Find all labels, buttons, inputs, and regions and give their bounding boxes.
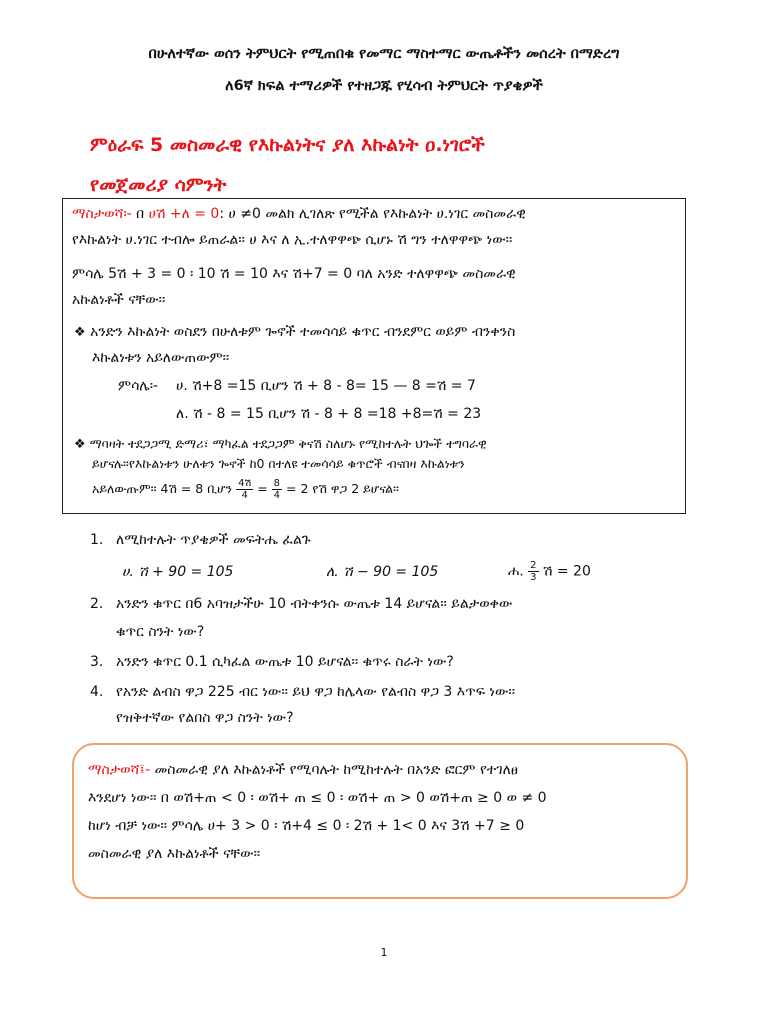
rule-1 xyxy=(74,324,515,340)
week-title: የመጀመሪያ ሳምንት xyxy=(90,174,227,196)
diamond-bullet-icon: ❖ xyxy=(74,325,86,340)
rule-1-line-2: እኩልነቱን አይለውጠውም፡፡ xyxy=(92,350,230,366)
question-1-c-label: ሐ. xyxy=(508,563,524,580)
inequality-note-line-1 xyxy=(88,762,518,778)
examples-label: ምሳሌ፡- xyxy=(118,378,159,394)
inequality-note-line-4: መስመራዊ ያለ እኩልነቶች ናቸው፡፡ xyxy=(88,846,261,862)
fraction xyxy=(236,478,253,501)
question-1-c xyxy=(508,560,591,583)
rule-2-text: ማባዛት ተደጋጋሚ ድማሪ፣ ማካፈል ተደጋጋም ቅናሽ ስለሆኑ የሚከተሉት ህጐች ተግባራዊ xyxy=(89,436,487,451)
example-line-2: አኩልነቶች ናቸው፡፡ xyxy=(72,292,166,308)
note-equation: ሀሽ +ለ = 0 xyxy=(148,206,220,222)
rule-2-line-3 xyxy=(92,478,399,501)
rule-2 xyxy=(74,436,487,452)
question-1-b: ለ. ሽ − 90 = 105 xyxy=(326,564,439,580)
header-line-1: በሁለተኛው ወሰን ትምህርት የሚጠበቁ የመማር ማስተማር ውጤቶችን መሰረት በማድረግ xyxy=(148,46,620,62)
diamond-bullet-icon: ❖ xyxy=(74,437,86,452)
equals-sign: = xyxy=(257,481,268,496)
fraction-denominator: 4 xyxy=(241,490,248,501)
rule-2-line-2: ይሆናሉ፡፡የእኩልነቱን ሁለቱን ጐኖች ከ0 በተለዩ ተመሳሳይ ቁጥሮች ብናበዛ እኩልነቱን xyxy=(92,456,465,471)
note-label: ማስታወሻ፤- xyxy=(88,762,151,778)
note-line-2: የእኩልነት ሀ.ነገር ተብሎ ይጠራል፡፡ ሀ እና ለ ኢ.ተለዋዋጭ ሲሆኑ ሽ ግን ተለዋዋጭ ነው፡፡ xyxy=(72,232,513,248)
page-number: 1 xyxy=(380,946,388,959)
fraction-numerator: 4ሽ xyxy=(238,478,252,489)
fraction-numerator: 8 xyxy=(273,478,281,489)
fraction xyxy=(528,560,538,583)
question-3-number: 3. xyxy=(90,654,104,670)
rule-1-text: አንድን እኩልነት ወስደን በሁለቱም ጐኖች ተመሳሳይ ቁጥር ብንደምር ወይም ብንቀንስ xyxy=(90,324,516,340)
inequality-note-line-3: ከሆነ ብቻ ነው፡፡ ምሳሌ ሀ+ 3 > 0 ፡ ሽ+4 ≤ 0 ፡ 2ሽ + 1< 0 እና 3ሽ +7 ≥ 0 xyxy=(88,818,525,834)
question-2-line-1: አንድን ቁጥር በ6 አባዝታችሁ 10 ብትቀንሱ ውጤቱ 14 ይሆናል፡፡ ይልታወቀው xyxy=(116,596,513,612)
question-1-c-text: ሽ = 20 xyxy=(542,563,591,580)
question-4-line-2: የዝቅተኛው የልበስ ዋጋ ስንት ነው? xyxy=(116,710,294,726)
note-label: ማስታወሻ፡- xyxy=(72,206,132,222)
inequality-note-line-2: እንደሆነ ነው፡፡ በ ወሽ+ጠ < 0 ፡ ወሽ+ ጠ ≤ 0 ፡ ወሽ+ ጠ > 0 ወሽ+ጠ ≥ 0 ወ ≠ 0 xyxy=(88,790,547,806)
question-1-number: 1. xyxy=(90,532,104,548)
question-1-a: ሀ. ሽ + 90 = 105 xyxy=(122,564,234,580)
question-4-number: 4. xyxy=(90,684,104,700)
note-text: በ xyxy=(136,206,145,222)
question-2-number: 2. xyxy=(90,596,104,612)
note-text: : ሀ ≠0 መልክ ሊገለጽ የሚችል የእኩልነት ሀ.ነገር መስመራዊ xyxy=(219,206,526,222)
chapter-title: ምዕራፍ 5 መስመራዊ የእኩልነትና ያለ እኩልነት ዐ.ነገሮች xyxy=(90,134,485,156)
fraction-denominator: 4 xyxy=(273,490,281,501)
rule-2-text: አይለውጡም፡፡ 4ሽ = 8 ቢሆን xyxy=(92,481,233,496)
example-line-1: ምሳሌ 5ሽ + 3 = 0 ፡ 10 ሽ = 10 እና ሽ+7 = 0 ባለ አንድ ተለዋዋጭ መስመራዊ xyxy=(72,266,516,282)
note-line-1 xyxy=(72,206,526,222)
note-text: መስመራዊ ያለ እኩልነቶች የሚባሉት ከሚከተሉት በአንድ ፎርም የተገለፀ xyxy=(154,762,518,778)
fraction xyxy=(272,478,282,501)
question-4-line-1: የአንድ ልብስ ዋጋ 225 ብር ነው፡፡ ይህ ዋጋ ከሌላው የልብስ ዋጋ 3 እጥፍ ነው፡፡ xyxy=(116,684,516,700)
fraction-numerator: 2 xyxy=(530,560,537,571)
fraction-denominator: 3 xyxy=(530,572,537,583)
question-2-line-2: ቁጥር ስንት ነው? xyxy=(116,624,205,640)
rule-2-text: = 2 የሽ ዋጋ 2 ይሆናል፡፡ xyxy=(286,481,399,496)
question-1: ለሚከተሉት ጥያቄዎች መፍትሔ ፈልጉ xyxy=(116,532,311,548)
example-a: ሀ. ሽ+8 =15 ቢሆን ሽ + 8 - 8= 15 — 8 =ሽ = 7 xyxy=(176,378,476,394)
question-3: አንድን ቁጥር 0.1 ሲካፈል ውጤቱ 10 ይሆናል፡፡ ቁጥሩ ስራት ነው? xyxy=(116,654,454,670)
header-line-2: ለ6ኛ ክፍል ተማሪዎች የተዘጋጁ የሂሳብ ትምህርት ጥያቄዎች xyxy=(225,78,543,94)
example-b: ለ. ሽ - 8 = 15 ቢሆን ሽ - 8 + 8 =18 +8=ሽ = 23 xyxy=(176,406,482,422)
